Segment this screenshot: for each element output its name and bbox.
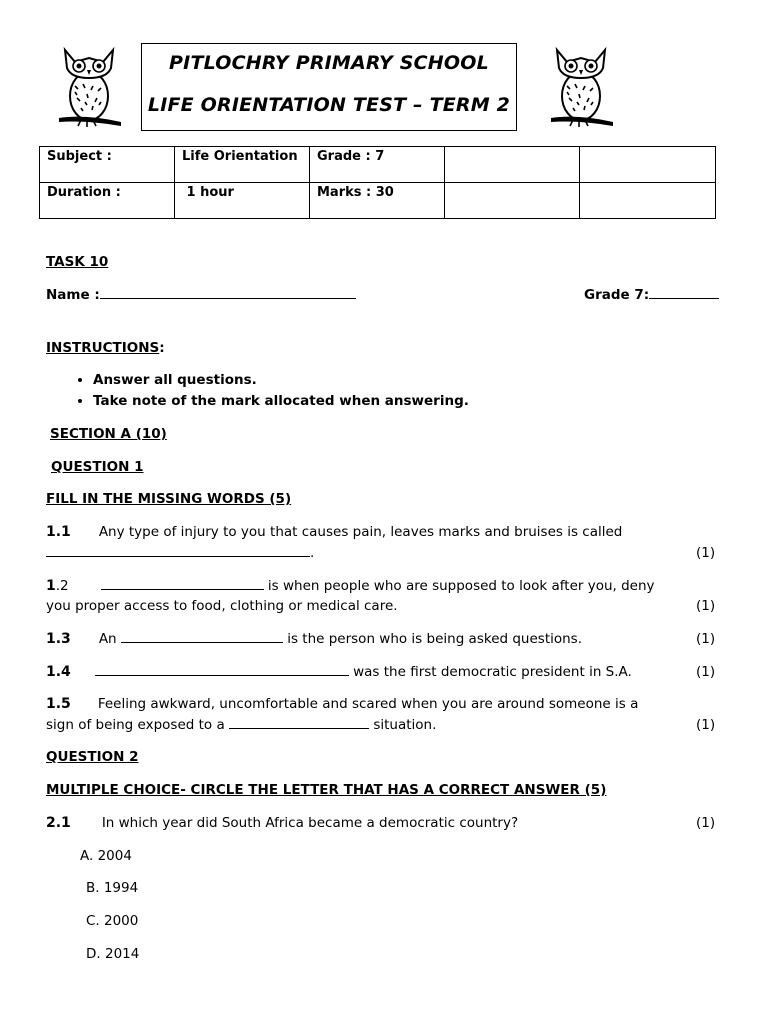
question-1-4 (46, 663, 632, 681)
question-text: Any type of injury to you that causes pain, leaves marks and bruises is called (98, 524, 623, 540)
question-number: 1.5 (46, 696, 71, 712)
question-1-5-line2 (46, 716, 436, 734)
instructions-list (46, 370, 469, 412)
list-item: • Take note of the mark allocated when answering. (93, 391, 469, 412)
question-1-1-line2 (46, 544, 314, 562)
section-a-heading: SECTION A (10) (50, 426, 167, 442)
owl-icon (547, 44, 615, 130)
option-c[interactable]: C. 2000 (86, 913, 139, 929)
question-text: is the person who is being asked questions. (282, 631, 583, 647)
question-number-rest: .2 (55, 578, 69, 594)
table-cell (445, 183, 580, 219)
question-1-3 (46, 630, 582, 648)
answer-blank[interactable] (229, 716, 369, 729)
answer-blank[interactable] (101, 577, 264, 590)
question-number: 1.4 (46, 664, 71, 680)
option-b[interactable]: B. 1994 (86, 880, 139, 896)
task-heading: TASK 10 (46, 254, 109, 270)
answer-blank[interactable] (95, 663, 349, 676)
answer-blank[interactable] (121, 630, 283, 643)
table-cell: Grade : 7 (310, 147, 445, 183)
test-title: LIFE ORIENTATION TEST – TERM 2 (147, 94, 511, 116)
table-cell (445, 147, 580, 183)
table-cell: Marks : 30 (310, 183, 445, 219)
question-2-1 (46, 814, 518, 832)
answer-blank[interactable] (46, 544, 310, 557)
question-text: is when people who are supposed to look after you, deny (263, 578, 655, 594)
question-text: An (98, 631, 121, 647)
owl-icon (55, 44, 123, 130)
question-number: 1.1 (46, 524, 71, 540)
table-cell (580, 147, 716, 183)
instructions-heading (46, 339, 165, 357)
school-name: PITLOCHRY PRIMARY SCHOOL (169, 52, 489, 74)
mark-allocation: (1) (696, 631, 716, 647)
question-text: Feeling awkward, uncomfortable and scared when you are around someone is a (97, 696, 639, 712)
table-cell: 1 hour (175, 183, 310, 219)
question-text: sign of being exposed to a (46, 717, 230, 733)
question-text: . (310, 545, 315, 561)
table-cell: Subject : (40, 147, 175, 183)
mark-allocation: (1) (696, 815, 716, 831)
mark-allocation: (1) (696, 598, 716, 614)
table-cell: Life Orientation (175, 147, 310, 183)
name-label: Name : (46, 287, 100, 303)
question-1-2-line2: you proper access to food, clothing or medical care. (46, 598, 398, 614)
grade-blank[interactable] (649, 286, 719, 299)
name-blank[interactable] (100, 286, 356, 299)
question-text: In which year did South Africa became a democratic country? (101, 815, 519, 831)
table-cell (580, 183, 716, 219)
option-d[interactable]: D. 2014 (86, 946, 140, 962)
question-1-2 (46, 577, 655, 595)
question-number: 2.1 (46, 815, 71, 831)
question-number: 1.3 (46, 631, 71, 647)
instructions-heading-text: INSTRUCTIONS (46, 340, 160, 356)
question1-subtitle: FILL IN THE MISSING WORDS (5) (46, 491, 292, 507)
table-row (40, 147, 716, 183)
grade-label: Grade 7: (584, 287, 650, 303)
name-line (46, 286, 356, 304)
grade-line (584, 286, 719, 304)
question-1-1 (46, 523, 622, 541)
instructions-colon: : (159, 340, 165, 356)
question2-title: QUESTION 2 (46, 749, 139, 765)
mark-allocation: (1) (696, 717, 716, 733)
mark-allocation: (1) (696, 664, 716, 680)
question-text: situation. (369, 717, 437, 733)
mark-allocation: (1) (696, 545, 716, 561)
question2-subtitle: MULTIPLE CHOICE- CIRCLE THE LETTER THAT HAS A CORRECT ANSWER (5) (46, 782, 607, 798)
title-box (141, 43, 517, 131)
question1-title: QUESTION 1 (51, 459, 144, 475)
table-row (40, 183, 716, 219)
question-number: 1 (46, 578, 56, 594)
table-cell: Duration : (40, 183, 175, 219)
list-item: • Answer all questions. (93, 370, 469, 391)
question-1-5 (46, 695, 638, 713)
info-table (39, 146, 716, 219)
question-text: was the first democratic president in S.A. (348, 664, 632, 680)
option-a[interactable]: A. 2004 (80, 848, 132, 864)
